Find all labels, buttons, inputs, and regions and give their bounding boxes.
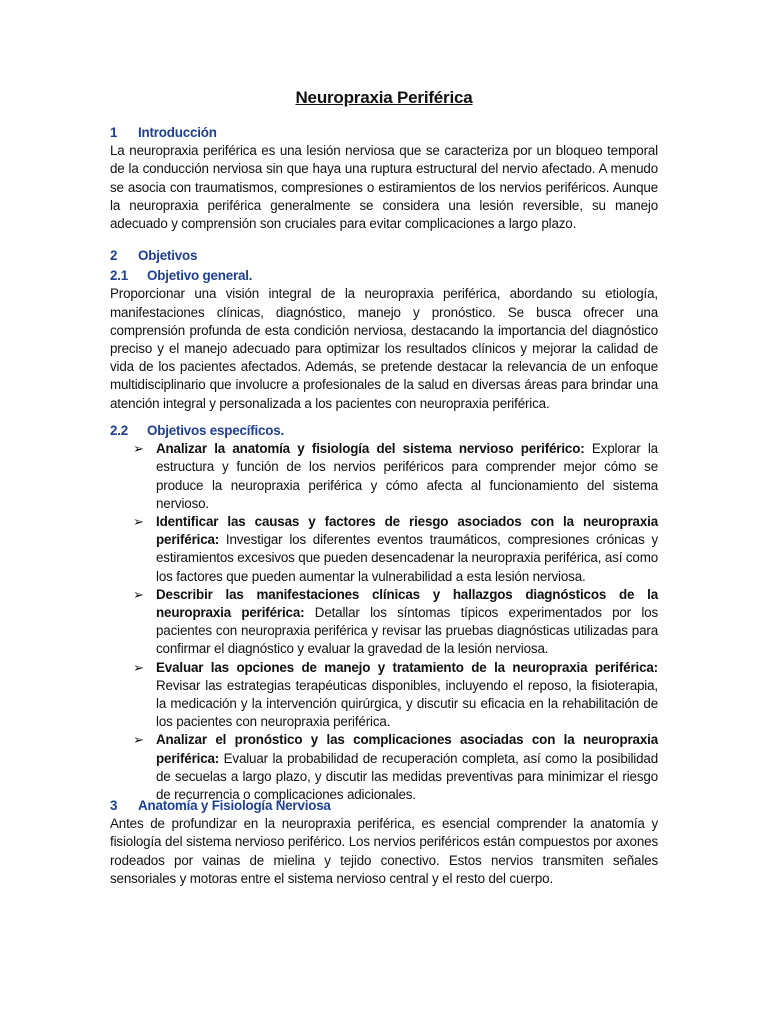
subsection-number: 2.1: [110, 268, 129, 284]
list-item: [110, 440, 658, 513]
subsection-heading-text: Objetivo general.: [147, 268, 253, 284]
subsection-heading-general: [110, 267, 658, 285]
list-item-text: Detallar los síntomas típicos experimentados por los pacientes con neuropraxia periférica y revisar las pruebas diagnósticas utilizadas para confirmar el diagnóstico y evaluar la gravedad de la lesión nerviosa.: [156, 605, 658, 657]
anatomy-paragraph: Antes de profundizar en la neuropraxia periférica, es esencial comprender la anatomía y fisiología del sistema nervioso periférico. Los nervios periféricos están compuestos por axones rodeados por vainas de mielina y tejido conectivo. Estos nervios transmiten señales sensoriales y motoras entre el sistema nervioso central y el resto del cuerpo.: [110, 816, 658, 886]
section-number: 3: [110, 798, 118, 813]
section-number: 2: [110, 248, 118, 263]
list-item-bold: Identificar las causas y factores de riesgo asociados con la neuropraxia periférica:: [156, 514, 658, 548]
introduction-paragraph: La neuropraxia periférica es una lesión nerviosa que se caracteriza por un bloqueo temporal de la conducción nerviosa sin que haya una ruptura estructural del nervio afectado. A menudo se asocia con traumatismos, compresiones o estiramientos de los nervios periféricos. Aunque la neuropraxia periférica generalmente se considera una lesión reversible, su manejo adecuado y comprensión son cruciales para evitar complicaciones a largo plazo.: [110, 143, 658, 232]
section-specific-objectives: [110, 422, 658, 804]
list-item: [110, 731, 658, 804]
list-item: [110, 659, 658, 732]
subsection-heading-text: Objetivos específicos.: [147, 423, 284, 438]
list-item: [110, 513, 658, 586]
section-heading-text: Anatomía y Fisiología Nerviosa: [138, 798, 331, 813]
list-item-text: Investigar los diferentes eventos traumáticos, compresiones crónicas y estiramientos excesivos que pueden desencadenar la neuropraxia periférica, así como los factores que pueden aumentar la vulnerabilidad a esta lesión nerviosa.: [156, 532, 658, 584]
subsection-heading-specific: [110, 422, 658, 440]
section-heading-anatomy: [110, 797, 658, 815]
section-number: 1: [110, 125, 118, 140]
section-objectives: [110, 247, 658, 413]
list-item-text: Revisar las estrategias terapéuticas disponibles, incluyendo el reposo, la fisioterapia, la medicación y la intervención quirúrgica, y discutir su eficacia en la rehabilitación de los pacientes con neuropraxia periférica.: [156, 677, 658, 730]
document-title: Neuropraxia Periférica: [295, 88, 473, 107]
list-item-text: Explorar la estructura y función de los nervios periféricos para comprender mejor cómo se produce la neuropraxia periférica y cómo afecta al funcionamiento del sistema nervioso.: [156, 441, 658, 511]
general-objective-paragraph: Proporcionar una visión integral de la neuropraxia periférica, abordando su etiología, manifestaciones clínicas, diagnóstico, manejo y pronóstico. Se busca ofrecer una comprensión profunda de esta condición nerviosa, destacando la importancia del diagnóstico preciso y el manejo adecuado para optimizar los resultados clínicos y mejorar la calidad de vida de los pacientes afectados. Además, se pretende destacar la relevancia de un enfoque multidisciplinario que involucre a profesionales de la salud en diversas áreas para brindar una atención integral y personalizada a los pacientes con neuropraxia periférica.: [110, 286, 658, 411]
list-item-text: Evaluar la probabilidad de recuperación completa, así como la posibilidad de secuelas a largo plazo, y discutir las medidas preventivas para minimizar el riesgo de recurrencia o complicaciones adicionales.: [156, 750, 658, 803]
section-heading-text: Objetivos: [138, 248, 198, 263]
list-item-bold: Describir las manifestaciones clínicas y hallazgos diagnósticos de la neuropraxia periférica:: [156, 586, 658, 621]
arrow-right-icon: ➢: [133, 514, 144, 530]
arrow-right-icon: ➢: [133, 659, 144, 675]
section-heading-introduction: [110, 124, 658, 142]
section-introduction: [110, 124, 658, 233]
section-heading-objectives: [110, 247, 658, 265]
arrow-right-icon: ➢: [133, 586, 144, 602]
subsection-number: 2.2: [110, 423, 129, 438]
list-item-bold: Analizar la anatomía y fisiología del sistema nervioso periférico:: [156, 441, 585, 457]
list-item-bold: Evaluar las opciones de manejo y tratamiento de la neuropraxia periférica:: [156, 659, 658, 675]
list-item-bold: Analizar el pronóstico y las complicaciones asociadas con la neuropraxia periférica:: [156, 732, 658, 766]
section-anatomy: [110, 797, 658, 888]
arrow-right-icon: ➢: [133, 732, 144, 748]
specific-objectives-list: [110, 440, 658, 804]
arrow-right-icon: ➢: [133, 441, 144, 457]
section-heading-text: Introducción: [138, 125, 217, 140]
list-item: [110, 586, 658, 659]
